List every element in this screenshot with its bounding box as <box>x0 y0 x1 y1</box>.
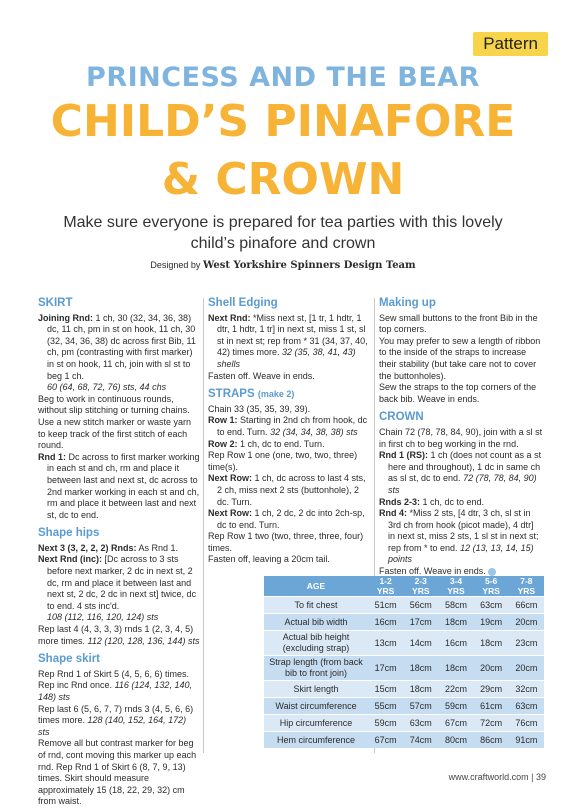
para-fasten: Fasten off. Weave in ends. <box>208 370 315 381</box>
table-cell: 74cm <box>403 732 438 749</box>
para-making-up: Sew small buttons to the front Bib in the top corners. You may prefer to sew a length of ribbon to the inside of the straps to increase their stability (but take care not to cover the buttonholes). Sew the straps to the top corners of the back bib. Weave in ends. <box>379 312 541 404</box>
header-col: 7-8 YRS <box>509 576 544 597</box>
table-cell: 19cm <box>474 614 509 631</box>
text: 1 ch, 30 (32, 34, 36, 38) dc, 11 ch, pm in st on hook, 11 ch, 30 (32, 34, 36, 38) dc across first Bib, 11 ch, pm (contrasting with first marker) in st on hook, 11 ch, join with sl st to beg 1 ch. <box>47 312 196 381</box>
text: 1 ch, dc to end. Turn. <box>237 438 325 449</box>
table-cell: 63cm <box>474 597 509 614</box>
table-cell: 29cm <box>474 681 509 698</box>
count: 32 (35, 38, 41, 43) shells <box>217 347 356 369</box>
header-col: 5-6 YRS <box>474 576 509 597</box>
table-cell: 59cm <box>368 715 403 732</box>
para-next-rnd <box>208 313 370 371</box>
para-row1 <box>208 415 370 438</box>
label: Rnds 2-3: <box>379 496 421 507</box>
para-row2 <box>208 439 370 451</box>
text: 1 ch, dc to end. <box>420 496 485 507</box>
text: Rep last 4 (4, 3, 3, 3) rnds 1 (2, 3, 4, 5) more times. <box>38 624 194 646</box>
table-cell: 17cm <box>403 614 438 631</box>
title-line-2: CHILD’S PINAFORE <box>50 96 516 147</box>
label: Next Row: <box>208 508 253 519</box>
text: Starting in 2nd ch from hook, dc to end. Turn. <box>217 415 368 437</box>
row-label: Actual bib width <box>264 614 368 631</box>
footer-sep: | <box>531 772 536 782</box>
table-cell: 20cm <box>474 656 509 681</box>
text: Fasten off. Weave in ends. <box>379 566 486 577</box>
table-cell: 58cm <box>438 597 473 614</box>
footer-site: www.craftworld.com <box>448 772 529 782</box>
table-cell: 61cm <box>474 698 509 715</box>
row-label: Hip circumference <box>264 715 368 732</box>
count: 108 (112, 116, 120, 124) sts <box>47 612 159 623</box>
count: 116 (124, 132, 140, 148) sts <box>38 680 192 702</box>
para-replast <box>38 624 200 647</box>
table-row <box>264 715 544 732</box>
title-line-3: & CROWN <box>161 154 405 205</box>
para-fasten-2: Fasten off, leaving a 20cm tail. <box>208 554 330 565</box>
para-chain: Chain 33 (35, 35, 39, 39). <box>208 403 311 414</box>
para-s1: Rep Rnd 1 of Skirt 5 (4, 5, 6, 6) times. <box>38 668 190 679</box>
para-s3 <box>38 704 200 739</box>
table-cell: 18cm <box>474 631 509 656</box>
heading-skirt: SKIRT <box>38 297 73 309</box>
header-col: 3-4 YRS <box>438 576 473 597</box>
intro-text: Make sure everyone is prepared for tea parties with this lovely child’s pinafore and crown <box>63 214 503 252</box>
label: Rnd 1 (RS): <box>379 450 428 461</box>
header-age: AGE <box>264 576 368 597</box>
table-cell: 32cm <box>509 681 544 698</box>
count: 112 (120, 128, 136, 144) sts <box>87 635 200 646</box>
table-cell: 18cm <box>438 656 473 681</box>
header-col: 2-3 YRS <box>403 576 438 597</box>
table-cell: 14cm <box>403 631 438 656</box>
text: *Miss 2 sts, [4 dtr, 3 ch, sl st in 3rd ch from hook (picot made), 4 dtr] in next st, miss 2 sts, 1 sl st in next st; rep from * to end. <box>388 508 539 553</box>
label: Next Rnd (inc): <box>38 554 102 565</box>
header-col: 1-2 YRS <box>368 576 403 597</box>
byline-prefix: Designed by <box>150 260 201 270</box>
para-next3 <box>38 543 200 555</box>
table-cell: 20cm <box>509 614 544 631</box>
table-row <box>264 614 544 631</box>
table-cell: 15cm <box>368 681 403 698</box>
table-cell: 23cm <box>509 631 544 656</box>
count: 72 (78, 78, 84, 90) sts <box>388 473 537 495</box>
table-cell: 66cm <box>509 597 544 614</box>
table-cell: 63cm <box>403 715 438 732</box>
text: 1 ch (does not count as a st here and throughout), 1 dc in same ch as sl st, dc to end. <box>388 450 542 484</box>
table-cell: 13cm <box>368 631 403 656</box>
row-label: To fit chest <box>264 597 368 614</box>
row-label: Strap length (from back bib to front join) <box>264 656 368 681</box>
para-crown-rnds23 <box>379 497 543 509</box>
text: Rep last 6 (5, 6, 7, 7) rnds 3 (4, 5, 6, 6) times more. <box>38 703 194 726</box>
label: Next Row: <box>208 473 253 484</box>
count: 60 (64, 68, 72, 76) sts, 44 chs <box>47 382 167 393</box>
table-cell: 57cm <box>403 698 438 715</box>
table-row <box>264 631 544 656</box>
table-cell: 16cm <box>438 631 473 656</box>
row-label: Waist circumference <box>264 698 368 715</box>
table-cell: 59cm <box>438 698 473 715</box>
column-1 <box>38 298 200 808</box>
table-cell: 20cm <box>509 656 544 681</box>
byline-name: West Yorkshire Spinners Design Team <box>202 260 416 271</box>
table-cell: 72cm <box>474 715 509 732</box>
row-label: Hem circumference <box>264 732 368 749</box>
row-label: Skirt length <box>264 681 368 698</box>
text: Rep inc Rnd once. <box>38 680 113 691</box>
heading-shell-edging: Shell Edging <box>208 297 278 309</box>
title-line-1: PRINCESS AND THE BEAR <box>86 62 480 93</box>
byline <box>0 260 566 271</box>
para-rnd1 <box>38 452 200 522</box>
heading-shape-hips: Shape hips <box>38 527 100 540</box>
text: As Rnd 1. <box>136 542 179 553</box>
footer <box>449 772 546 782</box>
heading-sub: (make 2) <box>257 389 295 400</box>
label: Next 3 (3, 2, 2, 2) Rnds: <box>38 542 137 553</box>
table-cell: 18cm <box>403 681 438 698</box>
table-header-row <box>264 576 544 597</box>
table-cell: 22cm <box>438 681 473 698</box>
table-cell: 56cm <box>403 597 438 614</box>
table-row <box>264 681 544 698</box>
section-tag: Pattern <box>473 32 548 56</box>
table-cell: 80cm <box>438 732 473 749</box>
text: [Dc across to 3 sts before next marker, 2 dc in next st, 2 dc, rm and place it between last and next st, 2 dc, 2 dc in next st] twice, dc to end. 4 sts inc'd. <box>47 554 197 611</box>
para-rep2: Rep Row 1 two (two, three, three, four) times. <box>208 531 364 553</box>
column-2 <box>208 298 370 566</box>
table-row <box>264 732 544 749</box>
table-cell: 16cm <box>368 614 403 631</box>
table-cell: 18cm <box>403 656 438 681</box>
table-cell: 63cm <box>509 698 544 715</box>
size-table <box>264 576 544 748</box>
table-row <box>264 698 544 715</box>
column-3 <box>379 298 543 578</box>
para-next-row-1 <box>208 473 370 508</box>
para-rep1: Rep Row 1 one (one, two, two, three) time(s). <box>208 450 358 472</box>
para-joining <box>38 313 200 394</box>
table-cell: 91cm <box>509 732 544 749</box>
text: 1 ch, 2 dc, 2 dc into 2ch-sp, dc to end. Turn. <box>217 508 365 530</box>
count: 128 (140, 152, 164, 172) sts <box>38 715 187 737</box>
count: 32 (34, 34, 38, 38) sts <box>270 426 358 437</box>
para-s2 <box>38 680 200 703</box>
end-marker-icon <box>488 568 496 576</box>
table-row <box>264 656 544 681</box>
heading-text: STRAPS <box>208 388 255 401</box>
table-cell: 86cm <box>474 732 509 749</box>
heading-crown: CROWN <box>379 411 424 424</box>
text: Dc across to first marker working in each st and ch, rm and place it between last and next st, dc across to 2nd marker working in each st and ch, rm and place it between last and next st, dc to end. <box>47 451 200 520</box>
text: 1 ch, dc across to last 4 sts, 2 ch, miss next 2 sts (buttonhole), 2 dc. Turn. <box>217 473 366 507</box>
table-cell: 67cm <box>438 715 473 732</box>
heading-shape-skirt: Shape skirt <box>38 653 100 666</box>
para-s4: Remove all but contrast marker for beg of rnd, cont moving this marker up each rnd. Rep Rnd 1 of Skirt 6 (8, 7, 9, 13) times. Skirt should measure approximately 15 (18, 22, 29, 32) cm from waist. <box>38 738 197 807</box>
row-label: Actual bib height (excluding strap) <box>264 631 368 656</box>
table-cell: 67cm <box>368 732 403 749</box>
para-crown-rnd1 <box>379 450 543 496</box>
label: Row 2: <box>208 438 238 449</box>
table-row <box>264 597 544 614</box>
label: Row 1: <box>208 415 238 426</box>
para-crown-rnd4 <box>379 508 543 566</box>
text: *Miss next st, [1 tr, 1 hdtr, 1 dtr, 1 hdtr, 1 tr] in next st, miss 1 st, sl st in next st; rep from * 31 (34, 37, 40, 42) times more. <box>217 312 368 358</box>
para-beg: Beg to work in continuous rounds, without slip stitching or turning chains. Use a new stitch marker or waste yarn to keep track of the first stitch of each round. <box>38 393 192 451</box>
table-cell: 55cm <box>368 698 403 715</box>
column-divider <box>203 298 204 753</box>
table-cell: 51cm <box>368 597 403 614</box>
page-number: 39 <box>535 772 546 782</box>
para-next-inc <box>38 554 200 624</box>
para-crown-chain: Chain 72 (78, 78, 84, 90), join with a sl st in first ch to beg working in the rnd. <box>379 426 543 449</box>
heading-straps <box>208 389 370 401</box>
heading-making-up: Making up <box>379 297 436 309</box>
label: Rnd 1: <box>38 451 66 462</box>
table-cell: 18cm <box>438 614 473 631</box>
label: Rnd 4: <box>379 508 407 519</box>
label: Joining Rnd: <box>38 312 93 323</box>
label: Next Rnd: <box>208 312 251 323</box>
count: 12 (13, 13, 14, 15) points <box>388 542 534 565</box>
para-next-row-2 <box>208 508 370 531</box>
table-cell: 17cm <box>368 656 403 681</box>
table-cell: 76cm <box>509 715 544 732</box>
